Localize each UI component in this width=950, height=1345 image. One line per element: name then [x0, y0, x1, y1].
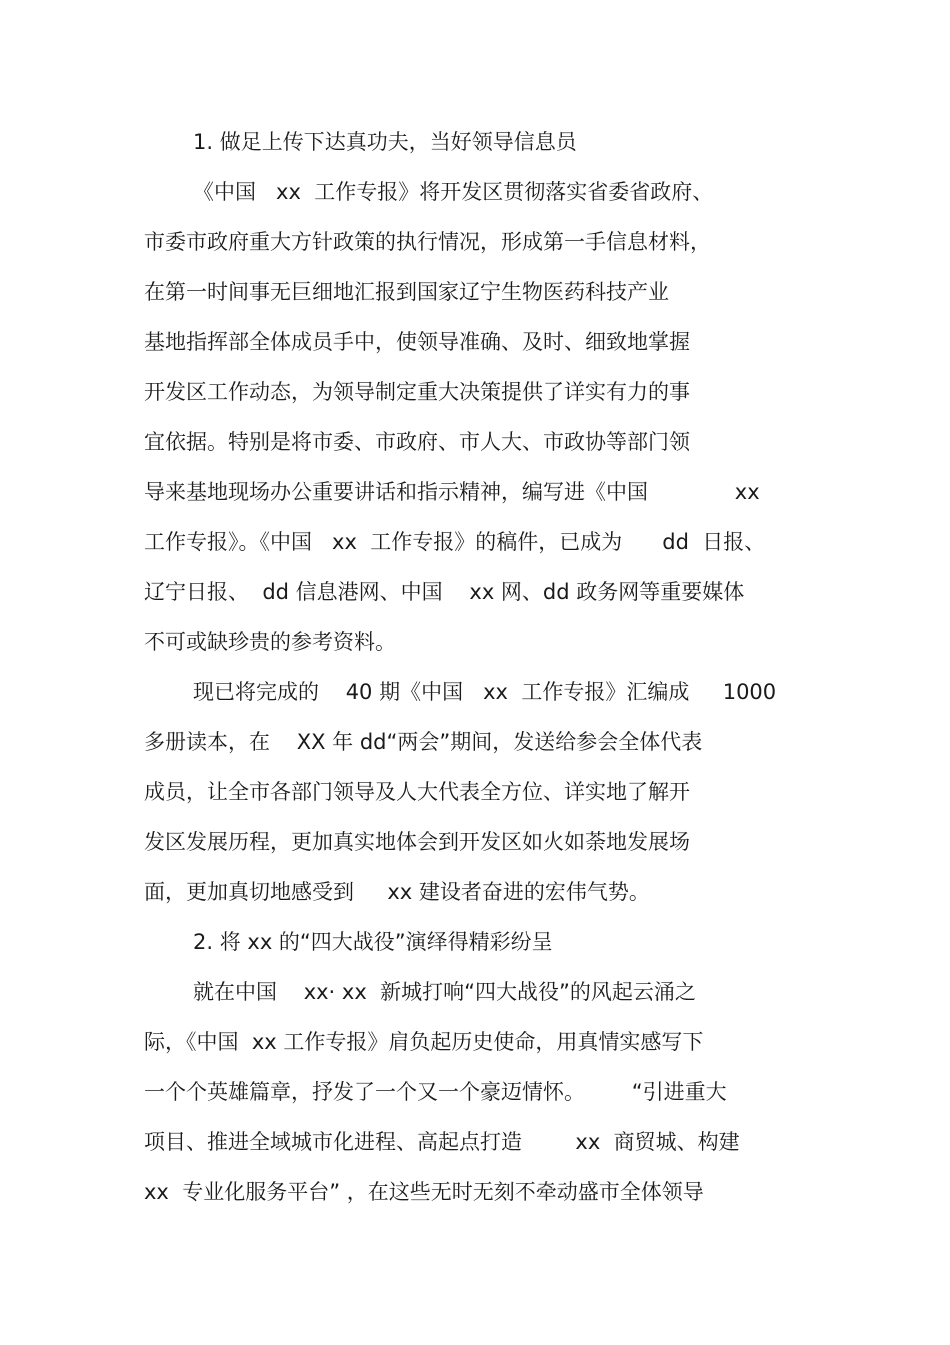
paragraph-line: xx 专业化服务平台” ，在这些无时无刻不牵动盛市全体领导 — [144, 1180, 704, 1204]
paragraph-line: 导来基地现场办公重要讲话和指示精神，编写进《中国 xx — [144, 480, 760, 504]
paragraph-line: 工作专报》。《中国 xx 工作专报》的稿件，已成为 dd 日报、 — [144, 530, 766, 554]
paragraph-line: 成员，让全市各部门领导及人大代表全方位、详实地了解开 — [144, 780, 690, 804]
paragraph-line: 就在中国 xx· xx 新城打响“四大战役”的风起云涌之 — [193, 980, 696, 1004]
paragraph-line: 基地指挥部全体成员手中，使领导准确、及时、细致地掌握 — [144, 330, 690, 354]
paragraph-line: 在第一时间事无巨细地汇报到国家辽宁生物医药科技产业 — [144, 280, 669, 304]
paragraph-line: 辽宁日报、 dd 信息港网、中国 xx 网、dd 政务网等重要媒体 — [144, 580, 745, 604]
paragraph-line: 市委市政府重大方针政策的执行情况，形成第一手信息材料， — [144, 230, 711, 254]
heading-2: 2. 将 xx 的“四大战役”演绎得精彩纷呈 — [193, 930, 553, 954]
paragraph-line: 一个个英雄篇章，抒发了一个又一个豪迈情怀。 “引进重大 — [144, 1080, 727, 1104]
paragraph-line: 面，更加真切地感受到 xx 建设者奋进的宏伟气势。 — [144, 880, 650, 904]
paragraph-line: 际，《中国 xx 工作专报》肩负起历史使命，用真情实感写下 — [144, 1030, 704, 1054]
paragraph-line: 发区发展历程，更加真实地体会到开发区如火如荼地发展场 — [144, 830, 690, 854]
paragraph-line: 宜依据。特别是将市委、市政府、市人大、市政协等部门领 — [144, 430, 690, 454]
paragraph-line: 多册读本，在 XX 年 dd“两会”期间，发送给参会全体代表 — [144, 730, 703, 754]
paragraph-line: 《中国 xx 工作专报》将开发区贯彻落实省委省政府、 — [193, 180, 714, 204]
paragraph-line: 项目、推进全域城市化进程、高起点打造 xx 商贸城、构建 — [144, 1130, 740, 1154]
paragraph-line: 开发区工作动态，为领导制定重大决策提供了详实有力的事 — [144, 380, 690, 404]
heading-1: 1. 做足上传下达真功夫，当好领导信息员 — [193, 130, 577, 154]
paragraph-line: 不可或缺珍贵的参考资料。 — [144, 630, 396, 654]
paragraph-line: 现已将完成的 40 期《中国 xx 工作专报》汇编成 1000 — [193, 680, 777, 704]
